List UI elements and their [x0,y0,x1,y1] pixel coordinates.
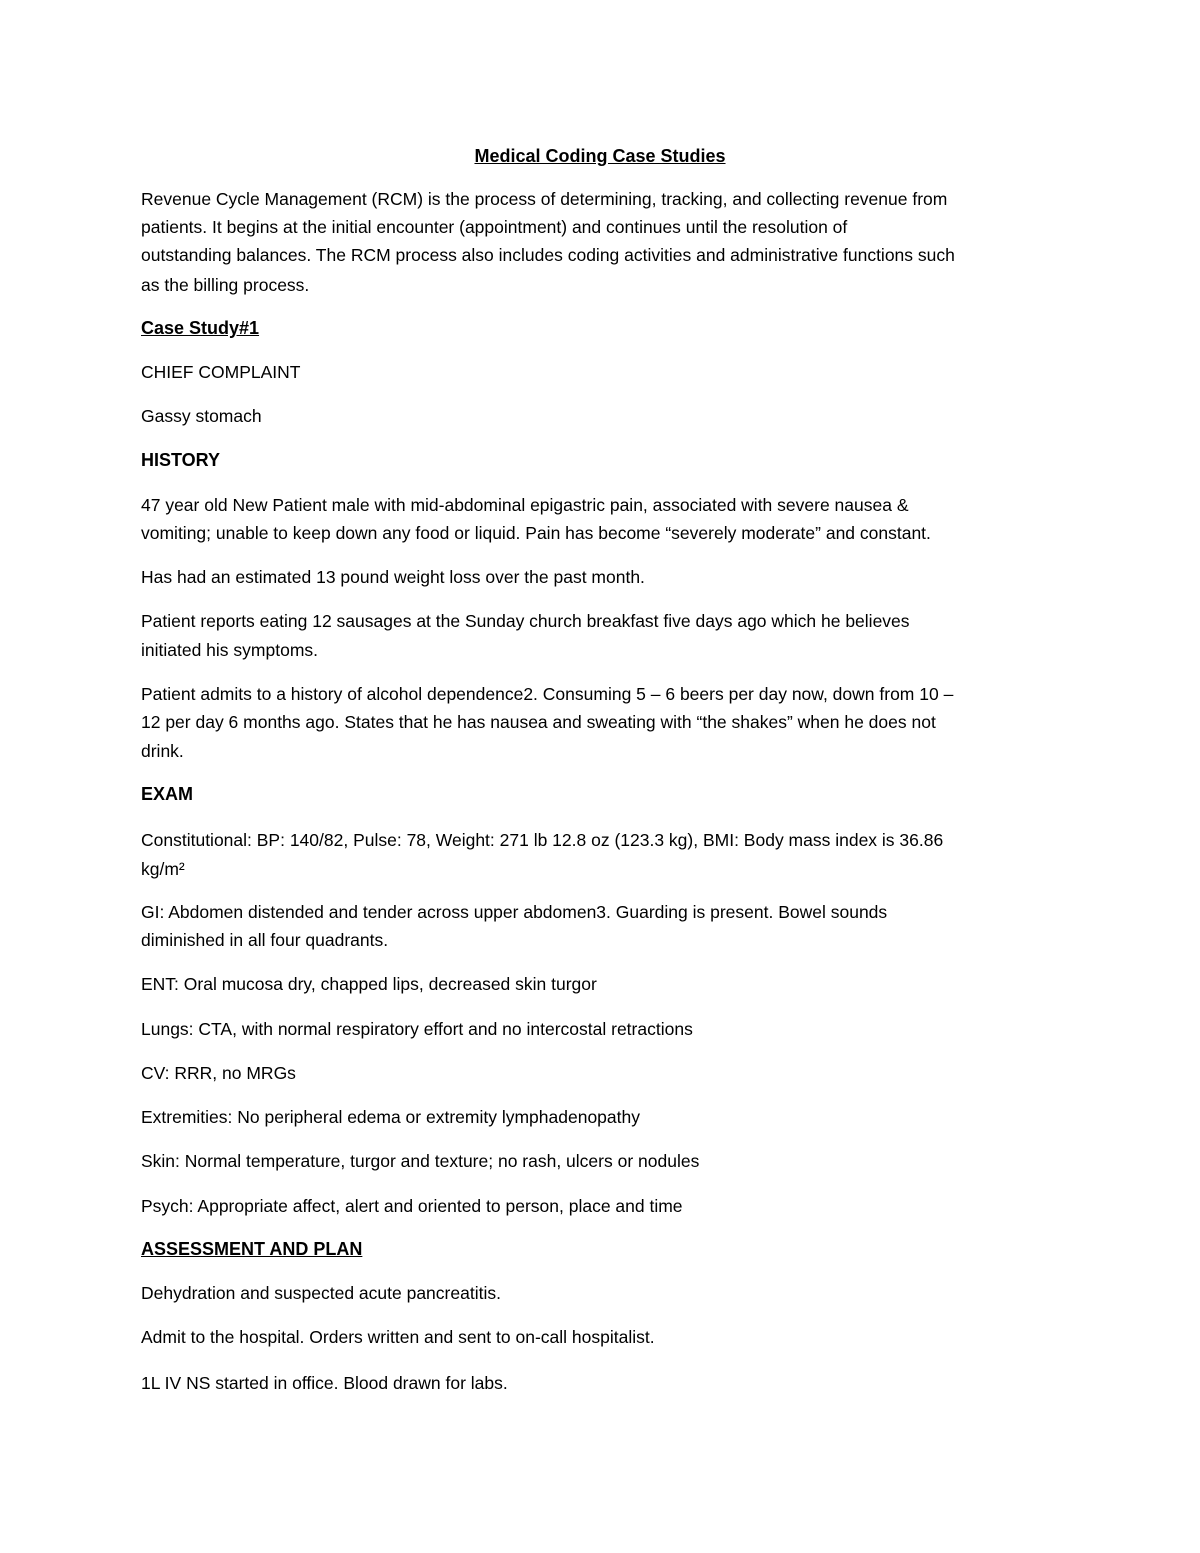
history-p3-line-1: Patient reports eating 12 sausages at the Sunday church breakfast five days ago which he believes [141,611,910,631]
intro-line-3: outstanding balances. The RCM process also includes coding activities and administrative functions such [141,245,955,265]
history-p3-line-2: initiated his symptoms. [141,640,319,660]
assessment-line-3: 1L IV NS started in office. Blood drawn for labs. [141,1373,508,1393]
exam-gi-line-2: diminished in all four quadrants. [141,930,389,950]
chief-complaint-text: Gassy stomach [141,406,262,426]
exam-skin: Skin: Normal temperature, turgor and texture; no rash, ulcers or nodules [141,1151,700,1171]
assessment-line-1: Dehydration and suspected acute pancreatitis. [141,1283,501,1303]
exam-constitutional-line-2: kg/m² [141,859,185,879]
document-title: Medical Coding Case Studies [474,146,726,166]
assessment-heading: ASSESSMENT AND PLAN [141,1239,363,1259]
history-p4-line-2: 12 per day 6 months ago. States that he has nausea and sweating with “the shakes” when he does not [141,712,936,732]
exam-gi-line-1: GI: Abdomen distended and tender across upper abdomen3. Guarding is present. Bowel sounds [141,902,888,922]
history-heading: HISTORY [141,450,221,470]
intro-line-1: Revenue Cycle Management (RCM) is the process of determining, tracking, and collecting revenue from [141,189,948,209]
assessment-line-2: Admit to the hospital. Orders written and sent to on-call hospitalist. [141,1327,655,1347]
intro-line-4: as the billing process. [141,275,310,295]
history-p2: Has had an estimated 13 pound weight loss over the past month. [141,567,645,587]
history-p1-line-1: 47 year old New Patient male with mid-abdominal epigastric pain, associated with severe nausea & [141,495,909,515]
case-study-heading: Case Study#1 [141,318,260,338]
exam-extremities: Extremities: No peripheral edema or extremity lymphadenopathy [141,1107,640,1127]
history-p4-line-3: drink. [141,741,184,761]
chief-complaint-label: CHIEF COMPLAINT [141,362,301,382]
exam-heading: EXAM [141,784,194,804]
exam-cv: CV: RRR, no MRGs [141,1063,296,1083]
exam-ent: ENT: Oral mucosa dry, chapped lips, decreased skin turgor [141,974,597,994]
history-p1-line-2: vomiting; unable to keep down any food or liquid. Pain has become “severely moderate” and constant. [141,523,931,543]
history-p4-line-1: Patient admits to a history of alcohol dependence2. Consuming 5 – 6 beers per day now, down from 10 – [141,684,954,704]
exam-constitutional-line-1: Constitutional: BP: 140/82, Pulse: 78, Weight: 271 lb 12.8 oz (123.3 kg), BMI: Body mass index is 36.86 [141,830,944,850]
intro-line-2: patients. It begins at the initial encounter (appointment) and continues until the resolution of [141,217,848,237]
exam-psych: Psych: Appropriate affect, alert and oriented to person, place and time [141,1196,683,1216]
exam-lungs: Lungs: CTA, with normal respiratory effort and no intercostal retractions [141,1019,693,1039]
